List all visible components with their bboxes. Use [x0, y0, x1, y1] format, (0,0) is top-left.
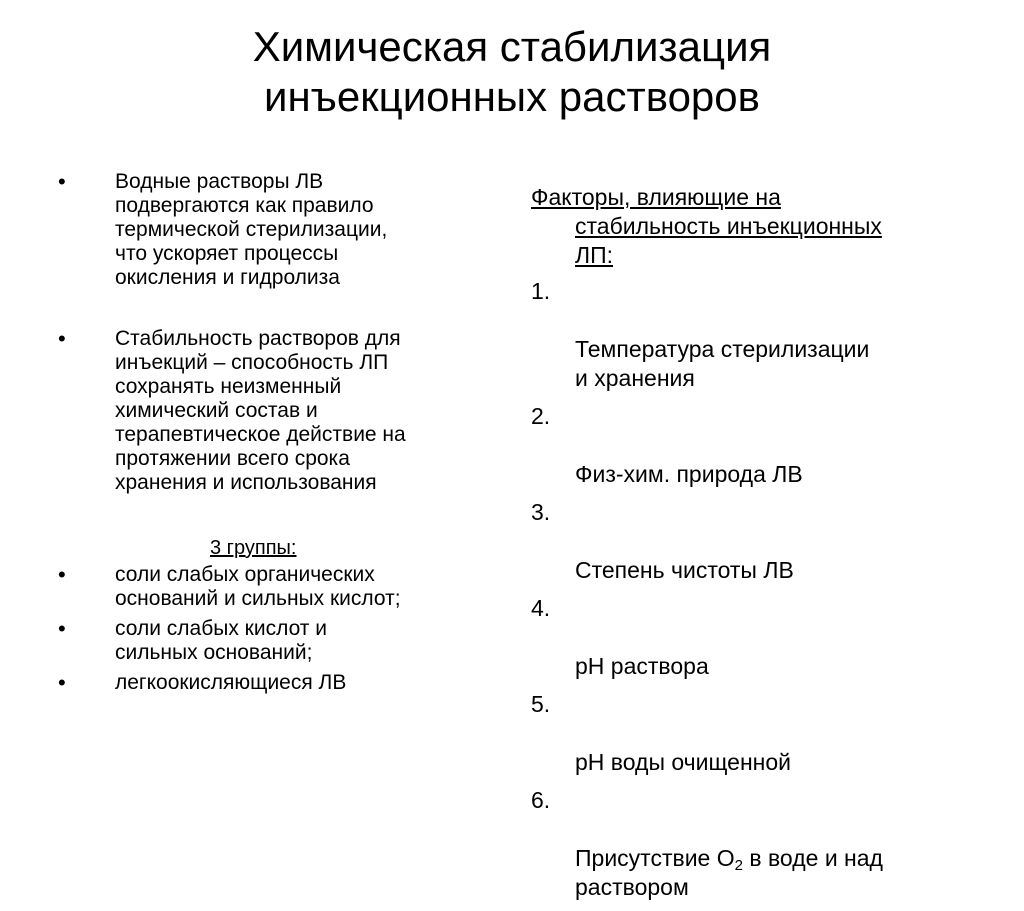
factor-item — [531, 277, 981, 393]
paragraph-stability-text: Стабильность растворов для инъекций – способность ЛП сохранять неизменный химический состав и терапевтическое действие на протяжении всего срока хранения и использования — [115, 327, 406, 494]
groups-heading: 3 группы: — [210, 537, 297, 559]
left-column — [58, 170, 488, 701]
bullet-paragraph-stability — [58, 327, 488, 495]
bullet-paragraph-sterilization — [58, 170, 488, 290]
bullet-icon: • — [58, 670, 66, 695]
bullet-icon: • — [58, 326, 66, 351]
factor-number: 5. — [531, 691, 551, 717]
title-line-1: Химическая стабилизация — [252, 23, 772, 70]
group-item — [58, 563, 488, 611]
factors-list — [531, 277, 981, 902]
paragraph-sterilization-text: Водные растворы ЛВ подвергаются как правило термической стерилизации, что ускоряет процессы окисления и гидролиза — [115, 170, 388, 289]
factor-text: рН раствора — [575, 653, 709, 679]
slide-title — [0, 22, 1024, 122]
factor-number: 2. — [531, 403, 551, 429]
factor-item — [531, 594, 981, 681]
title-line-2: инъекционных растворов — [264, 73, 760, 120]
factor-item — [531, 498, 981, 585]
bullet-icon: • — [58, 562, 66, 587]
groups-list — [58, 563, 488, 695]
factor-item — [531, 402, 981, 489]
factors-heading: Факторы, влияющие на стабильность инъекционных ЛП: — [531, 184, 882, 268]
factor-text-oxygen — [575, 845, 883, 900]
right-column — [531, 183, 981, 911]
factor-text: рН воды очищенной — [575, 749, 791, 775]
group-item — [58, 671, 488, 695]
group-item — [58, 617, 488, 665]
factor-text: Физ-хим. природа ЛВ — [575, 461, 803, 487]
factor-text-after: в воде и над раствором — [575, 845, 883, 900]
group-item-text: легкоокисляющиеся ЛВ — [115, 671, 347, 694]
factor-number: 3. — [531, 499, 551, 525]
factor-text: Степень чистоты ЛВ — [575, 557, 794, 583]
factor-text: Температура стерилизации и хранения — [575, 336, 870, 391]
group-item-text: соли слабых органических оснований и сильных кислот; — [115, 563, 401, 610]
factor-number: 6. — [531, 787, 551, 813]
bullet-icon: • — [58, 169, 66, 194]
oxygen-subscript: 2 — [734, 857, 743, 874]
bullet-icon: • — [58, 616, 66, 641]
factor-text-before: Присутствие О — [575, 845, 735, 871]
group-item-text: соли слабых кислот и сильных оснований; — [115, 617, 327, 664]
factor-item — [531, 786, 981, 902]
factor-item — [531, 690, 981, 777]
factor-number: 4. — [531, 595, 551, 621]
factor-number: 1. — [531, 278, 551, 304]
